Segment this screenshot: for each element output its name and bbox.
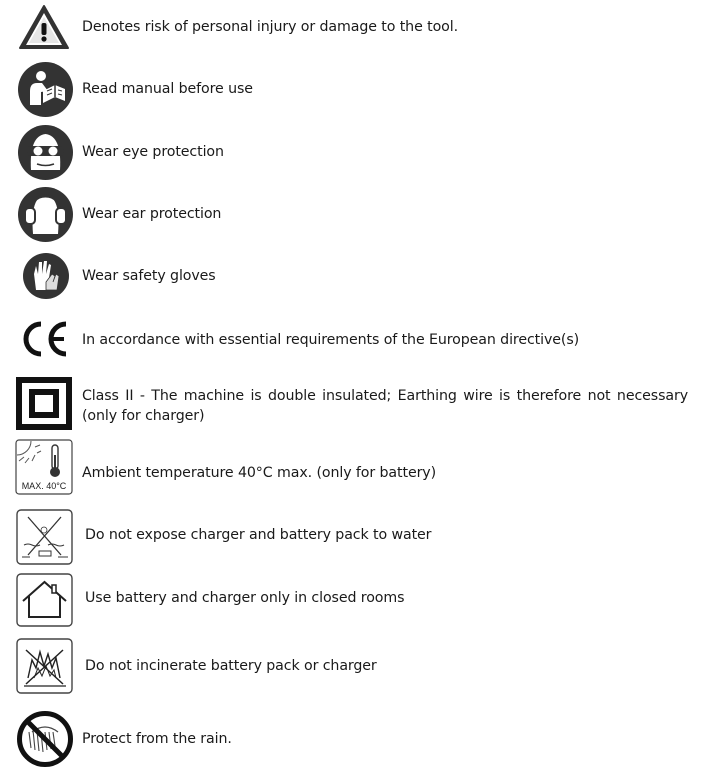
ambient-temperature-icon xyxy=(15,439,73,495)
ear-protection-icon xyxy=(17,186,74,243)
symbol-row-class-ii xyxy=(0,372,712,436)
symbol-row-safety-gloves xyxy=(0,246,712,306)
warning-triangle-icon xyxy=(18,4,70,50)
symbol-row-indoor-only xyxy=(0,568,712,632)
symbol-description: Wear safety gloves xyxy=(82,268,216,284)
do-not-incinerate-icon xyxy=(16,638,73,694)
read-manual-icon xyxy=(17,61,74,118)
symbol-description: Read manual before use xyxy=(82,81,253,97)
no-rain-icon xyxy=(16,710,74,768)
symbol-description: Wear ear protection xyxy=(82,206,222,222)
symbol-description: In accordance with essential requirements of the European directive(s) xyxy=(82,332,580,348)
symbol-row-ear-protection xyxy=(0,184,712,246)
no-water-exposure-icon xyxy=(16,509,73,565)
eye-protection-icon xyxy=(17,124,74,181)
symbol-row-read-manual xyxy=(0,60,712,122)
symbol-description: Do not expose charger and battery pack to water xyxy=(85,527,432,543)
symbol-row-warning xyxy=(0,0,712,60)
class-ii-double-insulation-icon xyxy=(16,377,72,430)
indoor-use-only-icon xyxy=(16,573,73,627)
symbol-row-eye-protection xyxy=(0,122,712,184)
symbol-description: Wear eye protection xyxy=(82,144,224,160)
symbol-row-do-not-incinerate xyxy=(0,632,712,702)
symbol-row-ce-mark xyxy=(0,306,712,372)
symbol-description: Use battery and charger only in closed rooms xyxy=(85,590,405,606)
ambient-temperature-icon-label: MAX. 40°C xyxy=(21,481,67,491)
symbol-description: Protect from the rain. xyxy=(82,731,232,747)
symbol-row-no-rain xyxy=(0,702,712,773)
symbol-description: Denotes risk of personal injury or damage to the tool. xyxy=(82,19,458,35)
ce-mark-icon xyxy=(20,321,70,357)
symbol-row-no-water xyxy=(0,504,712,568)
safety-gloves-icon xyxy=(22,252,70,300)
symbol-row-ambient-temperature xyxy=(0,436,712,504)
symbol-description: Class II - The machine is double insulated; Earthing wire is therefore not necessary (only for charger) xyxy=(82,388,688,424)
symbol-description: Do not incinerate battery pack or charger xyxy=(85,658,377,674)
symbol-description: Ambient temperature 40°C max. (only for battery) xyxy=(82,465,437,481)
